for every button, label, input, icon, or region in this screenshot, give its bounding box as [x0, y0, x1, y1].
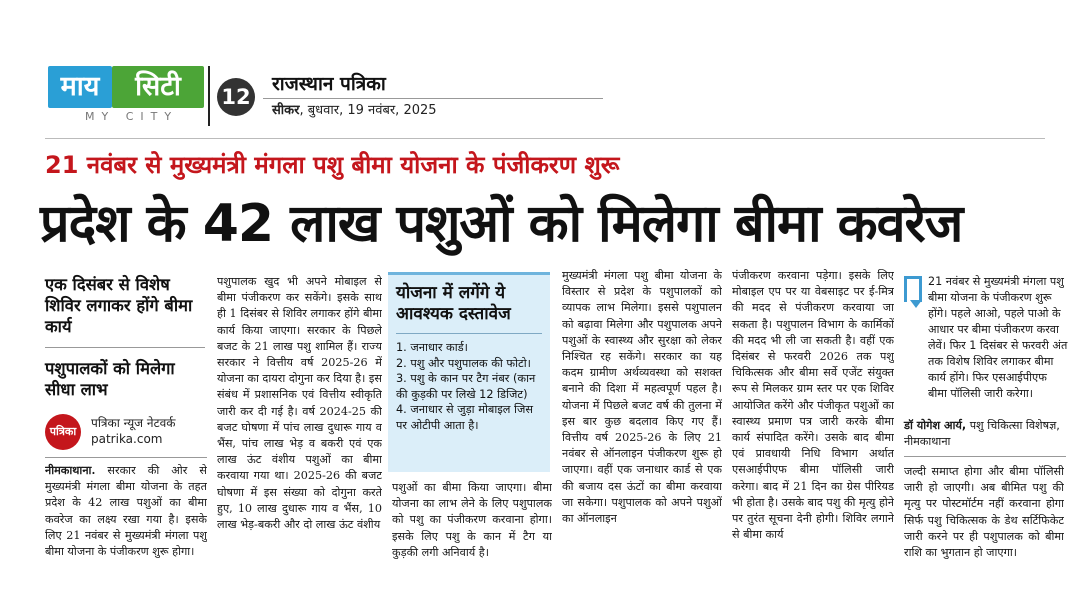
byline-agency: पत्रिका न्यूज नेटवर्क [91, 416, 176, 430]
body-column-1 [45, 462, 207, 592]
quote-icon [904, 276, 922, 302]
body-column-3: पशुओं का बीमा किया जाएगा। बीमा योजना का लाभ लेने के लिए पशुपालक को पशु का पंजीकरण करवाना होगा। इसके लिए पशु के कान में टैग या कुड़की लगी अनिवार्य है। [392, 481, 552, 559]
logo-my: माय [48, 66, 112, 108]
date-text: , बुधवार, 19 नवंबर, 2025 [299, 103, 437, 118]
quote-author [904, 418, 1068, 450]
documents-box-title: योजना में लगेंगे ये आवश्यक दस्तावेज [396, 283, 511, 324]
kicker-headline: 21 नवंबर से मुख्यमंत्री मंगला पशु बीमा योजना के पंजीकरण शुरू [45, 151, 620, 179]
column-1-text: सरकार की ओर से मुख्यमंत्री मंगला बीमा योजना के तहत प्रदेश के 42 लाख पशुओं का बीमा कवरेज का लक्ष्य रखा गया है। इसके लिए 21 नवंबर से मुख्यमंत्री मंगला पशु बीमा योजना के पंजीकरण शुरू होगा। [45, 464, 207, 559]
body-column-5: पंजीकरण करवाना पड़ेगा। इसके लिए मोबाइल एप पर या वेबसाइट पर ई-मित्र की मदद से पंजीकरण करवाया जा सकता है। पशुपालन विभाग के कार्मिकों की मदद भी ली जा सकती है। वहीं एक दिसंबर से फरवरी 2026 तक पशु चिकित्सक और बीमा सर्वे एजेंट संयुक्त रूप से मिलकर ग्राम स्तर पर एक शिविर आयोजित करेंगे और पंजीकृत पशुओं का स्वास्थ्य प्रमाण पत्र जारी करके बीमा कार्य संपादित करेंगे। उसके बाद बीमा एवं प्रावधायी निधि विभाग अर्थात एसआईपीएफ बीमा पॉलिसी जारी करेगा। बाद में 21 दिन का ग्रेस पीरियड भी होता है। उसके बाद पशु की मृत्यु होने पर तुरंत सूचना देनी होगी। शिविर लगाने से बीमा कार्य [732, 269, 894, 542]
highlight-2: पशुपालकों को मिलेगा सीधा लाभ [45, 359, 175, 399]
documents-box [388, 272, 550, 472]
body-column-2: पशुपालक खुद भी अपने मोबाइल से बीमा पंजीकरण कर सकेंगे। इसके साथ ही 1 दिसंबर से शिविर लगाकर होंगे बीमा कार्य किया जाएगा। सरकार के पिछले बजट के 21 लाख पशु शामिल हैं। राज्य सरकार ने वित्तीय वर्ष 2025-26 में योजना का दायरा दोगुना कर दिया है। इस संबंध में प्रशासनिक एवं वित्तीय स्वीकृति जारी कर दी गई है। वर्ष 2024-25 की बजट घोषणा में पांच लाख दुधारू गाय व भैंस, पांच लाख भेड़ व बकरी एवं एक लाख ऊंट वंशीय पशुओं का बीमा करवाया गया था। 2025-26 की बजट घोषणा में इस संख्या को दोगुना करते हुए, 10 लाख दुधारू गाय व भैंस, 10 लाख भेड़-बकरी और दो लाख ऊंट वंशीय [217, 275, 382, 532]
documents-box-divider [396, 333, 542, 334]
document-item: 3. पशु के कान पर टैग नंबर (कान की कुड़की पर लिखे 12 डिजिट) [396, 372, 536, 401]
document-item: 2. पशु और पशुपालक की फोटो। [396, 356, 531, 370]
quote-divider [904, 456, 1066, 457]
top-divider [45, 138, 1045, 139]
masthead [45, 62, 605, 130]
quote-author-name: डॉ योगेश आर्य, [904, 419, 967, 432]
dateline: नीमकाथाना. [45, 463, 96, 477]
byline-divider [45, 457, 207, 458]
byline [45, 410, 210, 454]
document-item: 1. जनाधार कार्ड। [396, 341, 468, 354]
city-name: सीकर [272, 103, 300, 118]
main-headline: प्रदेश के 42 लाख पशुओं को मिलेगा बीमा कवरेज [40, 194, 963, 254]
logo-subtitle: MY CITY [85, 110, 179, 123]
expert-quote [904, 274, 1068, 400]
publication-name: राजस्थान पत्रिका [272, 73, 386, 95]
logo-city: सिटी [112, 66, 204, 108]
body-column-6: जल्दी समाप्त होगा और बीमा पॉलिसी जारी हो जाएगी। अब बीमित पशु की मृत्यु पर पोस्टमॉर्टम नहीं करवाना होगा सिर्फ पशु चिकित्सक के डेथ सर्टिफिकेट जारी करने पर ही पशुपालक को बीमा राशि का भुगतान हो जाएगा। [904, 465, 1064, 560]
quote-text: 21 नवंबर से मुख्यमंत्री मंगला पशु बीमा योजना के पंजीकरण शुरू होंगे। पहले आओ, पहले पाओ के आधार पर बीमा पंजीकरण करवा लेवें। फिर 1 दिसंबर से फरवरी अंत तक विशेष शिविर लगाकर बीमा कार्य होंगे। फिर एसआईपीएफ बीमा पॉलिसी जारी करेगा। [928, 275, 1068, 400]
highlight-1: एक दिसंबर से विशेष शिविर लगाकर होंगे बीमा कार्य [45, 275, 193, 336]
patrika-logo: पत्रिका [45, 414, 81, 450]
sidebar-highlights [45, 274, 205, 400]
byline-site: patrika.com [91, 432, 163, 446]
body-column-4: मुख्यमंत्री मंगला पशु बीमा योजना के विस्तार से प्रदेश के पशुपालकों को व्यापक लाभ मिलेगा। इससे पशुपालन को बढ़ावा मिलेगा और पशुपालक अपने पशुओं के स्वास्थ्य और सुरक्षा को लेकर निश्चित रह सकेंगे। सरकार का यह कदम ग्रामीण अर्थव्यवस्था को सशक्त बनाने की दिशा में महत्वपूर्ण पहल है। योजना में पिछले बजट वर्ष की तुलना में इस बार कुछ बदलाव किए गए हैं। वित्तीय वर्ष 2025-26 के लिए 21 नवंबर से ऑनलाइन पंजीकरण शुरू हो जाएगा। वहीं एक जनाधार कार्ड से एक की बजाय दस ऊंटों का बीमा करवाया जा सकेगा। पशुपालक को अपने पशुओं का ऑनलाइन [562, 269, 722, 526]
document-item: 4. जनाधार से जुड़ा मोबाइल जिस पर ओटीपी आता है। [396, 403, 534, 432]
masthead-line [263, 98, 603, 99]
highlight-divider [45, 347, 205, 348]
masthead-divider [208, 66, 210, 126]
publication-date [272, 100, 437, 118]
page-number: 12 [217, 78, 255, 116]
quote-author-role: पशु चिकित्सा विशेषज्ञ, नीमकाथाना [904, 419, 1060, 448]
